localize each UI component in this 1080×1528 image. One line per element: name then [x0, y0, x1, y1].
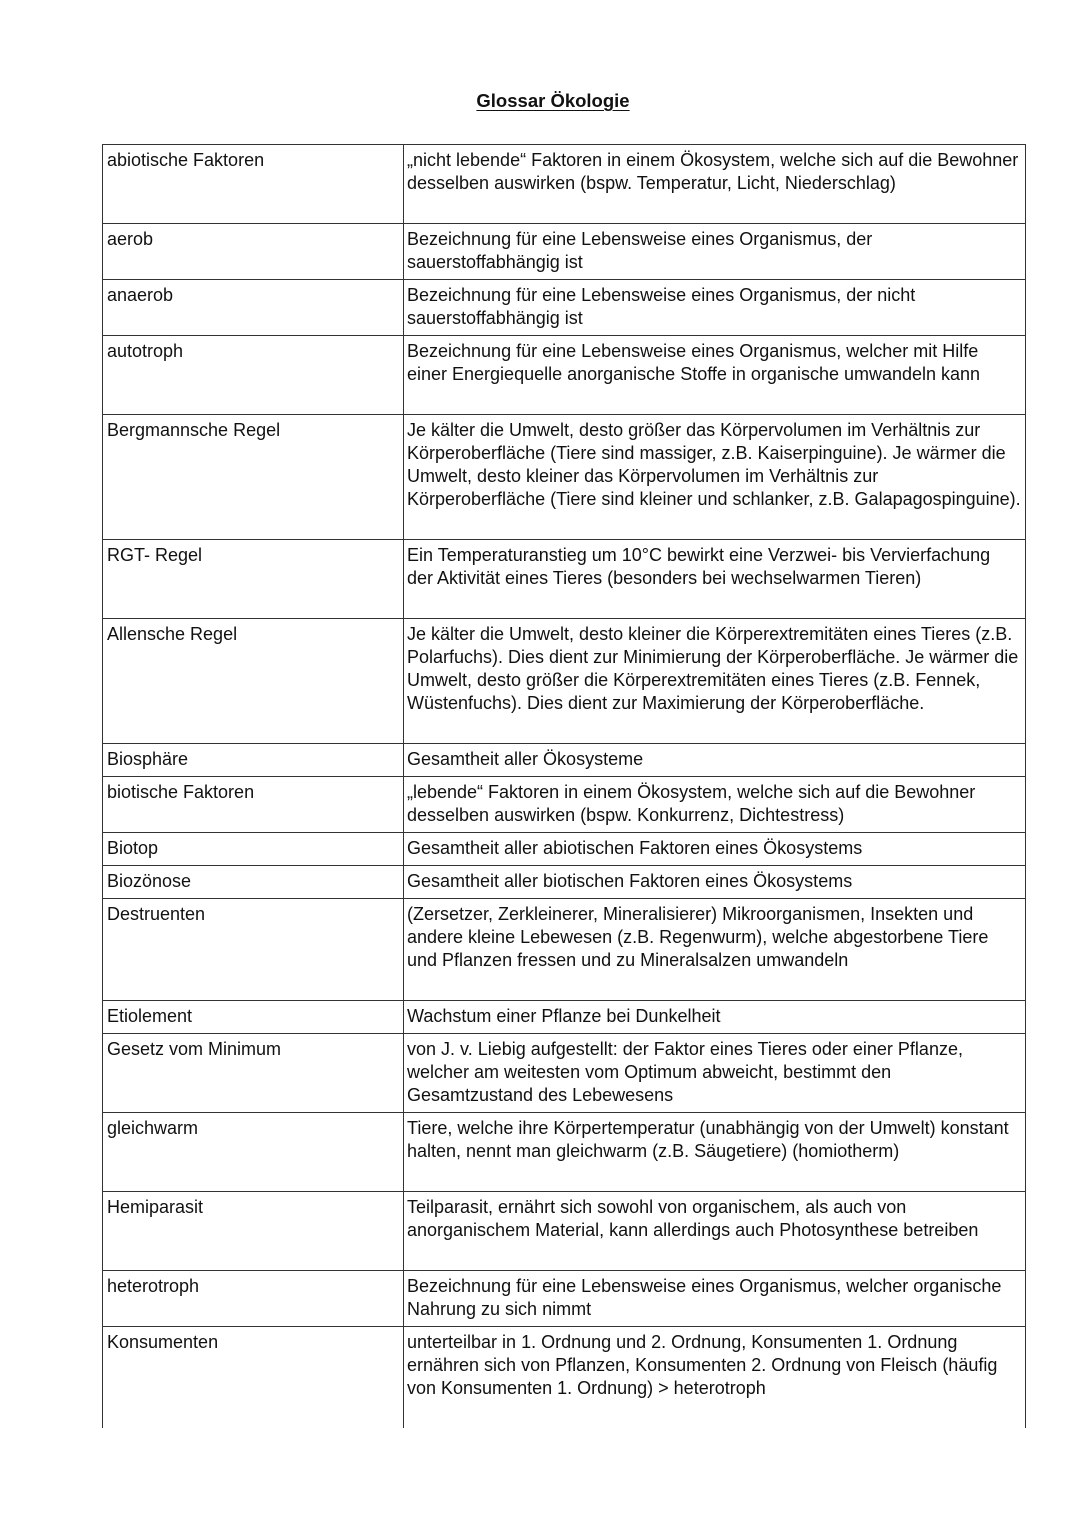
table-row [103, 145, 1025, 224]
table-row [103, 744, 1025, 777]
table-row [103, 1327, 1025, 1428]
table-row [103, 1113, 1025, 1192]
glossary-term: Gesetz vom Minimum [107, 1039, 282, 1059]
table-row [103, 1271, 1025, 1327]
table-row [103, 777, 1025, 833]
glossary-definition: Tiere, welche ihre Körpertemperatur (unabhängig von der Umwelt) konstant halten, nennt man gleichwarm (z.B. Säugetiere) (homiotherm) [407, 1118, 1009, 1161]
glossary-term: Biotop [107, 838, 159, 858]
glossary-definition: Gesamtheit aller Ökosysteme [407, 749, 644, 769]
glossary-term: Bergmannsche Regel [107, 420, 281, 440]
glossary-definition: „lebende“ Faktoren in einem Ökosystem, welche sich auf die Bewohner desselben auswirken (bspw. Konkurrenz, Dichtestress) [407, 782, 976, 825]
table-row [103, 619, 1025, 744]
glossary-definition: Je kälter die Umwelt, desto größer das Körpervolumen im Verhältnis zur Körperoberfläche (Tiere sind massiger, z.B. Kaiserpinguine). Je wärmer die Umwelt, desto kleiner das Körpervolumen im Verhältnis zur Körperoberfläche (Tiere sind kleiner und schlanker, z.B. Galapagospinguine). [407, 420, 1021, 509]
glossary-definition: Wachstum einer Pflanze bei Dunkelheit [407, 1006, 721, 1026]
table-row [103, 866, 1025, 899]
table-row [103, 1192, 1025, 1271]
glossary-definition: Bezeichnung für eine Lebensweise eines Organismus, der nicht sauerstoffabhängig ist [407, 285, 916, 328]
glossary-term: Hemiparasit [107, 1197, 204, 1217]
glossary-definition: Bezeichnung für eine Lebensweise eines Organismus, welcher mit Hilfe einer Energiequelle anorganische Stoffe in organische umwandeln kann [407, 341, 981, 384]
glossary-table [102, 144, 1026, 1428]
glossary-term: heterotroph [107, 1276, 200, 1296]
glossary-term: RGT- Regel [107, 545, 203, 565]
glossary-definition: Bezeichnung für eine Lebensweise eines Organismus, der sauerstoffabhängig ist [407, 229, 873, 272]
glossary-term: autotroph [107, 341, 184, 361]
glossary-definition: Gesamtheit aller abiotischen Faktoren eines Ökosystems [407, 838, 863, 858]
glossary-definition: „nicht lebende“ Faktoren in einem Ökosystem, welche sich auf die Bewohner desselben auswirken (bspw. Temperatur, Licht, Niederschlag) [407, 150, 1019, 193]
glossary-definition: Ein Temperaturanstieg um 10°C bewirkt eine Verzwei- bis Vervierfachung der Aktivität eines Tieres (besonders bei wechselwarmen Tieren) [407, 545, 991, 588]
table-row [103, 415, 1025, 540]
table-row [103, 280, 1025, 336]
glossary-term: Etiolement [107, 1006, 193, 1026]
table-row [103, 833, 1025, 866]
table-row [103, 1001, 1025, 1034]
table-row [103, 1034, 1025, 1113]
glossary-definition: von J. v. Liebig aufgestellt: der Faktor eines Tieres oder einer Pflanze, welcher am weitesten vom Optimum abweicht, bestimmt den Gesamtzustand des Lebewesens [407, 1039, 963, 1105]
glossary-term: Allensche Regel [107, 624, 238, 644]
table-row [103, 224, 1025, 280]
glossary-definition: Je kälter die Umwelt, desto kleiner die Körperextremitäten eines Tieres (z.B. Polarfuchs). Dies dient zur Minimierung der Körperoberfläche. Je wärmer die Umwelt, desto größer die Körperextremitäten eines Tieres (z.B. Fennek, Wüstenfuchs). Dies dient zur Maximierung der Körperoberfläche. [407, 624, 1019, 713]
glossary-definition: (Zersetzer, Zerkleinerer, Mineralisierer) Mikroorganismen, Insekten und andere kleine Lebewesen (z.B. Regenwurm), welche abgestorbene Tiere und Pflanzen fressen und zu Mineralsalzen umwandeln [407, 904, 989, 970]
glossary-definition: Gesamtheit aller biotischen Faktoren eines Ökosystems [407, 871, 853, 891]
glossary-term: abiotische Faktoren [107, 150, 265, 170]
glossary-term: aerob [107, 229, 154, 249]
glossary-term: Biozönose [107, 871, 192, 891]
glossary-term: biotische Faktoren [107, 782, 255, 802]
glossary-term: Biosphäre [107, 749, 189, 769]
glossary-term: Destruenten [107, 904, 206, 924]
table-row [103, 540, 1025, 619]
table-row [103, 336, 1025, 415]
glossary-definition: Bezeichnung für eine Lebensweise eines Organismus, welcher organische Nahrung zu sich nimmt [407, 1276, 1002, 1319]
table-row [103, 899, 1025, 1001]
glossary-definition: Teilparasit, ernährt sich sowohl von organischem, als auch von anorganischem Material, kann allerdings auch Photosynthese betreiben [407, 1197, 979, 1240]
glossary-definition: unterteilbar in 1. Ordnung und 2. Ordnung, Konsumenten 1. Ordnung ernähren sich von Pflanzen, Konsumenten 2. Ordnung von Fleisch (häufig von Konsumenten 1. Ordnung) > heterotroph [407, 1332, 998, 1398]
glossary-term: anaerob [107, 285, 174, 305]
glossary-term: Konsumenten [107, 1332, 219, 1352]
glossary-term: gleichwarm [107, 1118, 199, 1138]
page-title: Glossar Ökologie [476, 90, 630, 111]
